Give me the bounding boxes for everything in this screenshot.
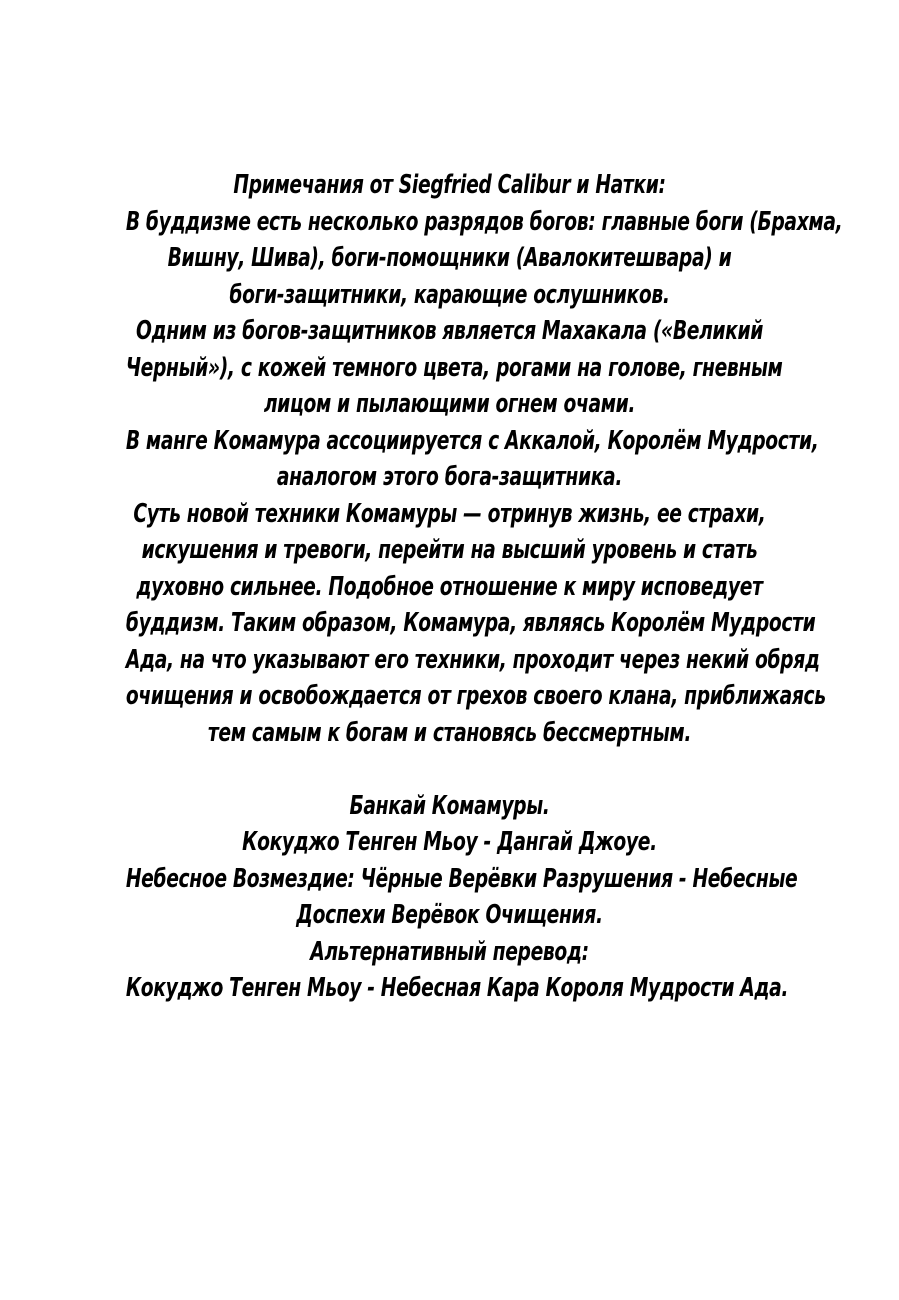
- text-line: В манге Комамура ассоциируется с Аккалой, Королём Мудрости,: [125, 425, 819, 456]
- text-line: искушения и тревоги, перейти на высший уровень и стать: [141, 535, 758, 565]
- text-line: аналогом этого бога-защитника.: [276, 462, 623, 492]
- text-line: Одним из богов-защитников является Махакала («Великий: [135, 316, 764, 346]
- text-line: Вишну, Шива), боги-помощники (Авалокитешвара) и: [167, 243, 732, 273]
- translator-notes-paragraph: [0, 167, 899, 751]
- text-line: Банкай Комамуры.: [349, 790, 550, 821]
- text-line: Альтернативный перевод:: [310, 936, 589, 967]
- text-line: очищения и освобождается от грехов своего клана, приближаясь: [125, 681, 826, 711]
- text-line: тем самым к богам и становясь бессмертным.: [207, 717, 692, 748]
- text-line: Кокуджо Тенген Мьоу - Небесная Кара Короля Мудрости Ада.: [125, 973, 789, 1003]
- text-line: Ада, на что указывают его техники, проходит через некий обряд: [125, 644, 820, 675]
- text-line: духовно сильнее. Подобное отношение к миру исповедует: [136, 571, 763, 602]
- text-line: В буддизме есть несколько разрядов богов: главные боги (Брахма,: [125, 206, 843, 237]
- text-line: Суть новой техники Комамуры — отринув жизнь, ее страхи,: [133, 498, 766, 529]
- text-line: Примечания от Siegfried Calibur и Натки:: [233, 170, 666, 200]
- text-line: Небесное Возмездие: Чёрные Верёвки Разрушения - Небесные: [125, 863, 798, 894]
- text-line: Черный»), с кожей темного цвета, рогами на голове, гневным: [125, 352, 783, 383]
- text-line: боги-защитники, карающие ослушников.: [229, 279, 670, 310]
- text-line: буддизм. Таким образом, Комамура, являясь Королём Мудрости: [125, 608, 816, 638]
- text-line: Кокуджо Тенген Мьоу - Дангай Джоуе.: [242, 827, 657, 857]
- bankai-names-paragraph: [0, 788, 899, 1007]
- text-line: лицом и пылающими огнем очами.: [263, 389, 636, 419]
- text-line: Доспехи Верёвок Очищения.: [296, 900, 603, 930]
